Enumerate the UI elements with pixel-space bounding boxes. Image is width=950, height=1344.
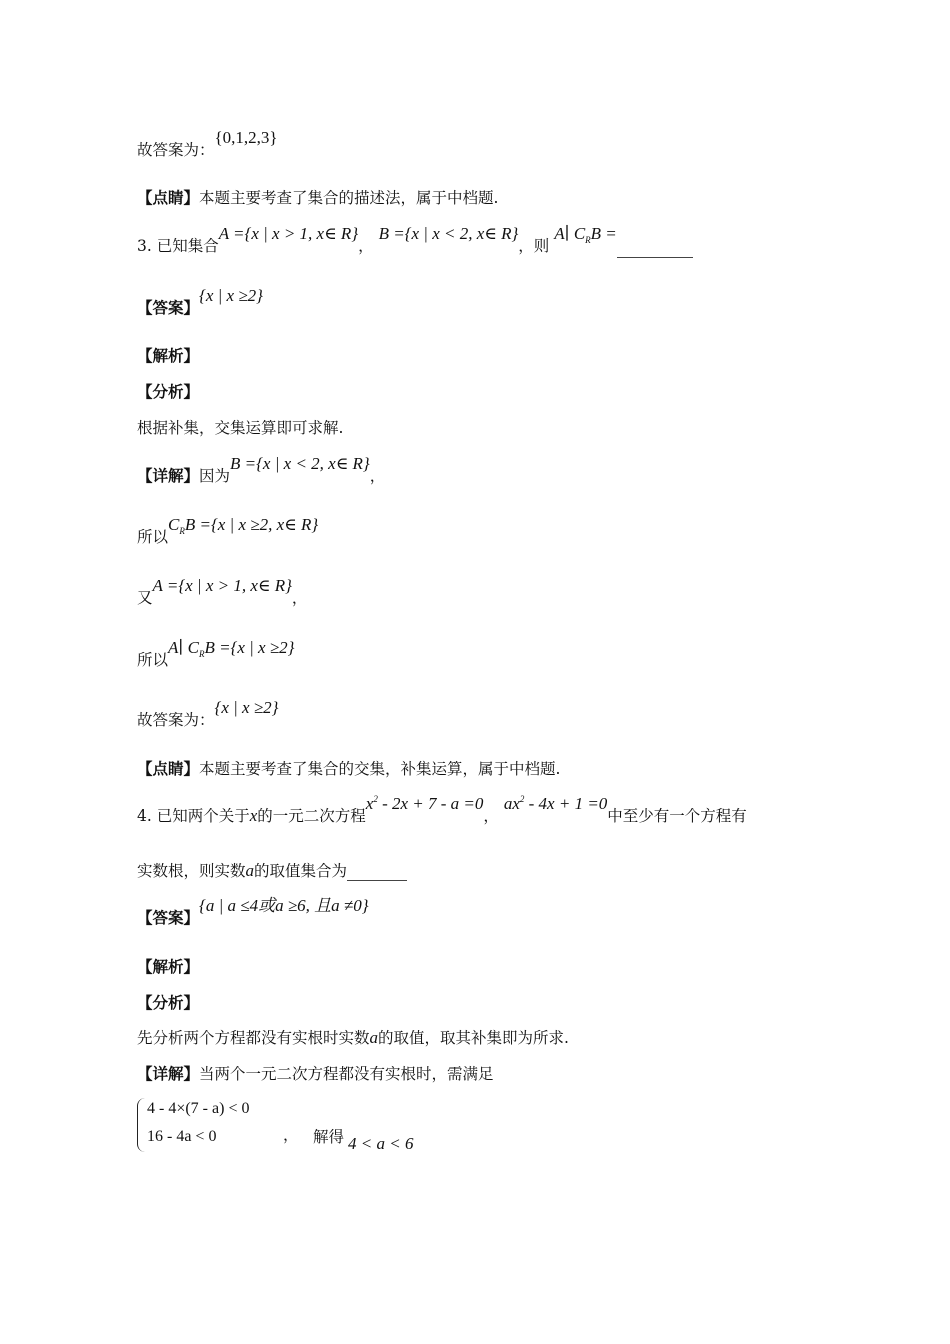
comment-text: 本题主要考查了集合的交集，补集运算，属于中档题. bbox=[199, 760, 561, 778]
so-label: 所以 bbox=[137, 651, 169, 669]
detail-text: 因为 bbox=[199, 467, 231, 485]
comment-text: 本题主要考查了集合的描述法，属于中档题. bbox=[199, 189, 499, 207]
q3-expr: A∣ $C_RB$ = bbox=[554, 224, 617, 245]
fenxi-var-a: a bbox=[369, 1028, 379, 1047]
q4-eq2: $ax^2 - 4x + 1 =0$ bbox=[503, 794, 608, 813]
answer-4 bbox=[137, 896, 369, 928]
again-expr: A ={x | x > 1, x∈ R} bbox=[152, 576, 292, 595]
detail-tag: 【详解】 bbox=[137, 1064, 200, 1083]
detail-text: 当两个一元二次方程都没有实根时，需满足 bbox=[199, 1065, 494, 1083]
comment-tag: 【点睛】 bbox=[137, 759, 200, 778]
fenxi-text: 先分析两个方程都没有实根时实数a的取值，取其补集即为所求. bbox=[137, 1028, 569, 1047]
fenxi-text: 根据补集，交集运算即可求解. bbox=[137, 419, 344, 437]
q4-tail: 中至少有一个方程有 bbox=[607, 807, 747, 825]
q3-set-b: B ={x | x < 2, x∈ R} bbox=[378, 224, 519, 243]
again-line bbox=[137, 576, 308, 608]
q3-comma: ， bbox=[358, 237, 374, 255]
answer-value: {x | x ≥2} bbox=[199, 286, 263, 305]
so-expr: $C_RB =\{x$ | x ≥2, x∈ R} bbox=[168, 515, 319, 536]
q4-eq1: $x^2 - 2x + 7 - a =0$ bbox=[365, 794, 484, 813]
so-expr: A∣ $C_RB =\{x$ | x ≥2} bbox=[168, 638, 295, 659]
comment-line-2 bbox=[137, 759, 560, 779]
q4-var-a: a bbox=[245, 861, 255, 880]
question-4 bbox=[137, 794, 747, 828]
question-3 bbox=[137, 224, 693, 258]
answer-blank bbox=[617, 239, 693, 258]
again-comma: ， bbox=[291, 589, 308, 607]
q3-set-a: A ={x | x > 1, x∈ R} bbox=[218, 224, 359, 243]
answer-value: {a | a ≤4或a ≥6, 且a ≠0} bbox=[199, 896, 369, 915]
analysis-tag: 【解析】 bbox=[137, 346, 200, 365]
detail-comma: ， bbox=[369, 467, 386, 485]
answer-tag: 【答案】 bbox=[137, 908, 200, 927]
answer-3 bbox=[137, 286, 263, 318]
q4-mid: 的一元二次方程 bbox=[257, 807, 366, 825]
brace-symbol bbox=[137, 1098, 146, 1152]
detail-set-b: B ={x | x < 2, x∈ R} bbox=[230, 454, 370, 473]
system-row-1: 4 - 4×(7 - a) < 0 bbox=[147, 1100, 250, 1117]
fenxi-tag: 【分析】 bbox=[137, 382, 200, 401]
answer-blank bbox=[347, 864, 407, 881]
solve-value: 4 < a < 6 bbox=[348, 1134, 414, 1153]
answer-line-2 bbox=[137, 698, 279, 730]
answer-line-1 bbox=[137, 128, 278, 160]
answer-label: 故答案为： bbox=[137, 141, 215, 159]
comment-tag: 【点睛】 bbox=[137, 188, 200, 207]
question-4-line-2 bbox=[137, 861, 407, 881]
detail-tag: 【详解】 bbox=[137, 466, 200, 485]
q4-x: x bbox=[249, 806, 258, 825]
q4-line2-b: 的取值集合为 bbox=[254, 862, 348, 880]
again-label: 又 bbox=[137, 589, 153, 607]
detail-line-4 bbox=[137, 1064, 494, 1084]
q4-comma: ， bbox=[483, 807, 499, 825]
solve-label: 解得 bbox=[313, 1128, 345, 1146]
so-line-1 bbox=[137, 515, 319, 549]
comment-line-1 bbox=[137, 188, 498, 208]
answer-label: 故答案为： bbox=[137, 711, 215, 729]
analysis-tag: 【解析】 bbox=[137, 957, 200, 976]
answer-value: {0,1,2,3} bbox=[214, 128, 278, 147]
detail-line bbox=[137, 454, 386, 486]
q4-line2-a: 实数根，则实数 bbox=[137, 862, 246, 880]
q4-prefix: 4. 已知两个关于 bbox=[137, 807, 250, 825]
q3-then: ，则 bbox=[518, 237, 550, 255]
so-line-2 bbox=[137, 638, 295, 672]
answer-value: {x | x ≥2} bbox=[214, 698, 279, 717]
system-comma: ， bbox=[283, 1126, 299, 1144]
so-label: 所以 bbox=[137, 528, 169, 546]
answer-tag: 【答案】 bbox=[137, 298, 200, 317]
q3-prefix: 3. 已知集合 bbox=[137, 237, 219, 255]
system-row-2: 16 - 4a < 0 bbox=[147, 1128, 217, 1145]
fenxi-tag: 【分析】 bbox=[137, 993, 200, 1012]
